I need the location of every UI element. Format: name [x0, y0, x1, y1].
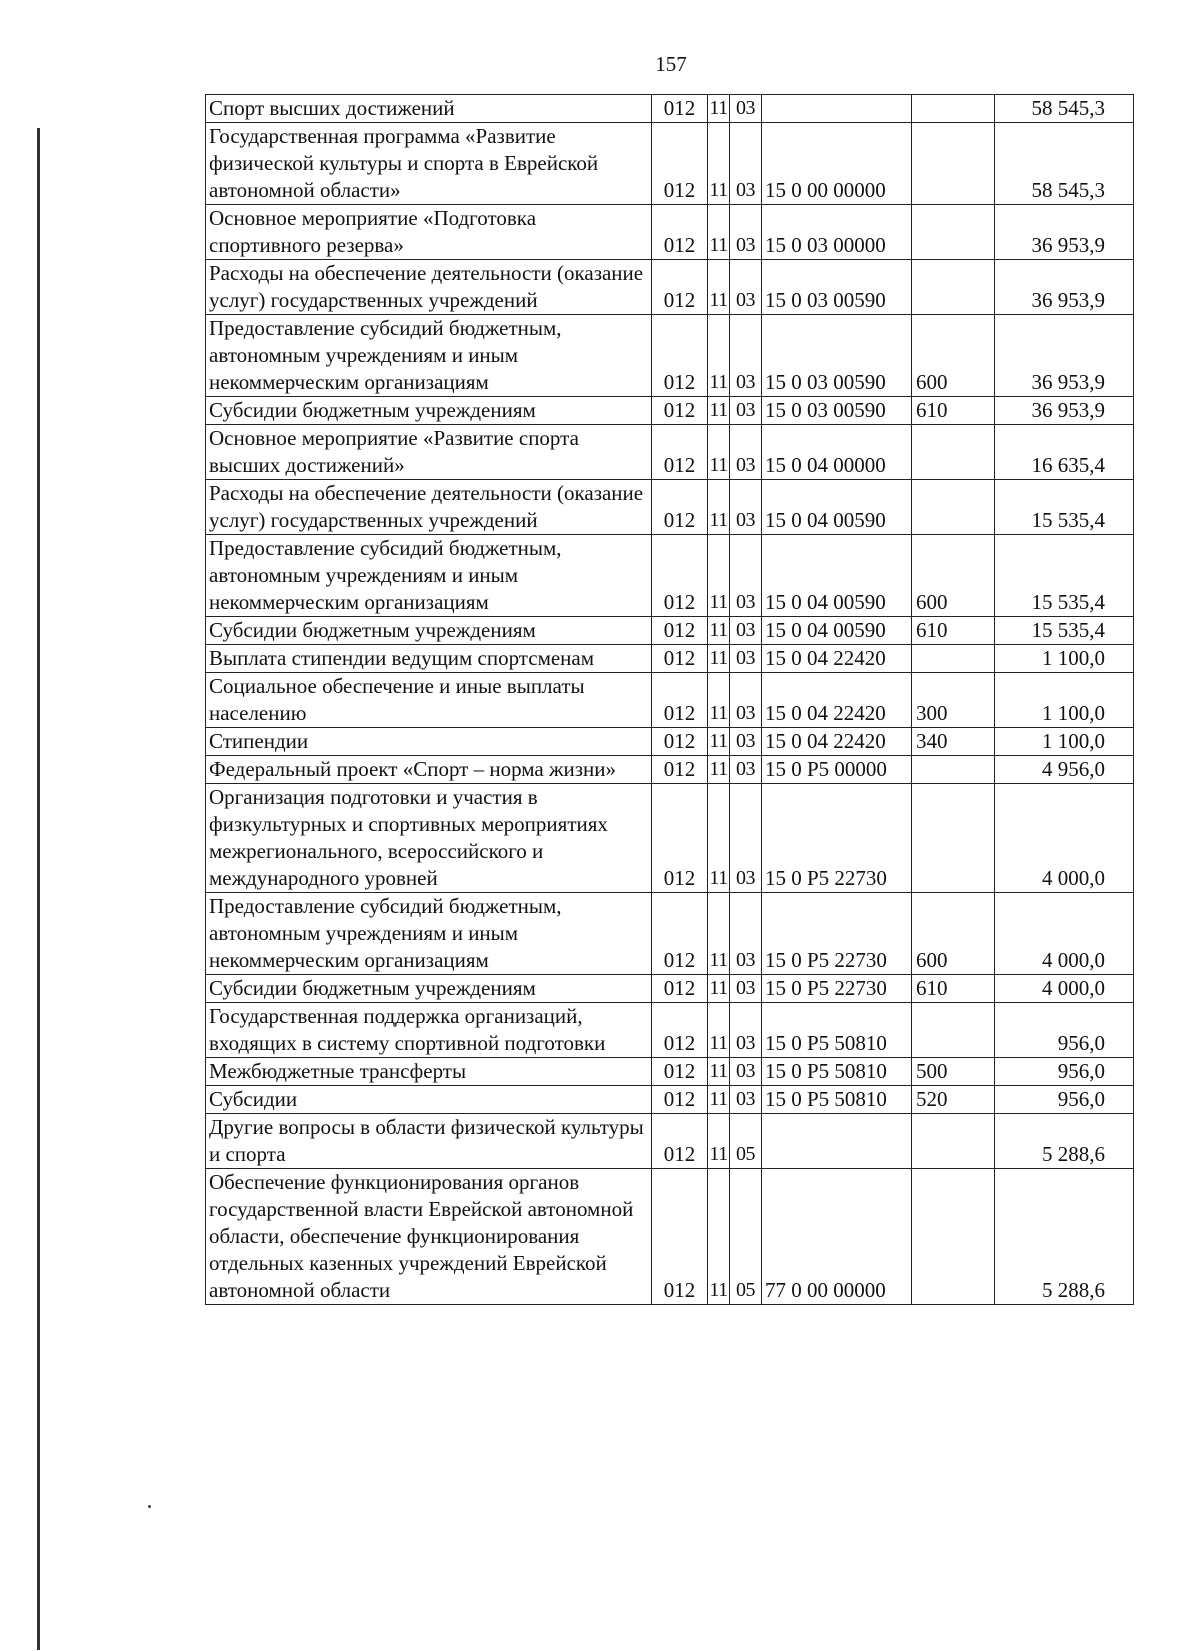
expense-type-cell [912, 205, 995, 260]
row-name-cell: Субсидии [206, 1086, 652, 1114]
section-code-cell: 11 [708, 645, 730, 673]
section-code-cell: 11 [708, 123, 730, 205]
admin-code-cell: 012 [652, 1114, 708, 1169]
margin-line [37, 128, 40, 1650]
row-name-cell: Субсидии бюджетным учреждениям [206, 975, 652, 1003]
target-article-cell: 15 0 Р5 00000 [762, 756, 912, 784]
admin-code-cell: 012 [652, 673, 708, 728]
expense-type-cell: 610 [912, 617, 995, 645]
subsection-code-cell: 05 [730, 1114, 762, 1169]
table-row [206, 673, 1134, 728]
target-article-cell: 15 0 03 00000 [762, 205, 912, 260]
amount-cell: 16 635,4 [995, 425, 1134, 480]
row-name-cell: Субсидии бюджетным учреждениям [206, 397, 652, 425]
admin-code-cell: 012 [652, 1058, 708, 1086]
amount-cell: 36 953,9 [995, 397, 1134, 425]
expense-type-cell [912, 645, 995, 673]
expense-type-cell [912, 480, 995, 535]
table-row [206, 893, 1134, 975]
row-name-cell: Государственная поддержка организаций, входящих в систему спортивной подготовки [206, 1003, 652, 1058]
target-article-cell: 15 0 Р5 50810 [762, 1086, 912, 1114]
expense-type-cell [912, 784, 995, 893]
subsection-code-cell: 03 [730, 975, 762, 1003]
subsection-code-cell: 03 [730, 728, 762, 756]
amount-cell: 15 535,4 [995, 617, 1134, 645]
subsection-code-cell: 03 [730, 425, 762, 480]
row-name-cell: Социальное обеспечение и иные выплаты населению [206, 673, 652, 728]
row-name-cell: Государственная программа «Развитие физической культуры и спорта в Еврейской автономной области» [206, 123, 652, 205]
subsection-code-cell: 05 [730, 1169, 762, 1305]
admin-code-cell: 012 [652, 123, 708, 205]
section-code-cell: 11 [708, 315, 730, 397]
table-row [206, 480, 1134, 535]
table-row [206, 1114, 1134, 1169]
expense-type-cell [912, 756, 995, 784]
admin-code-cell: 012 [652, 617, 708, 645]
row-name-cell: Субсидии бюджетным учреждениям [206, 617, 652, 645]
row-name-cell: Расходы на обеспечение деятельности (оказание услуг) государственных учреждений [206, 480, 652, 535]
target-article-cell: 77 0 00 00000 [762, 1169, 912, 1305]
admin-code-cell: 012 [652, 975, 708, 1003]
admin-code-cell: 012 [652, 205, 708, 260]
expense-type-cell [912, 1169, 995, 1305]
amount-cell: 36 953,9 [995, 260, 1134, 315]
amount-cell: 956,0 [995, 1003, 1134, 1058]
expense-type-cell: 600 [912, 893, 995, 975]
admin-code-cell: 012 [652, 315, 708, 397]
section-code-cell: 11 [708, 480, 730, 535]
target-article-cell: 15 0 00 00000 [762, 123, 912, 205]
section-code-cell: 11 [708, 425, 730, 480]
target-article-cell: 15 0 Р5 22730 [762, 975, 912, 1003]
subsection-code-cell: 03 [730, 95, 762, 123]
table-row [206, 260, 1134, 315]
row-name-cell: Основное мероприятие «Подготовка спортивного резерва» [206, 205, 652, 260]
expense-type-cell: 300 [912, 673, 995, 728]
subsection-code-cell: 03 [730, 1003, 762, 1058]
row-name-cell: Межбюджетные трансферты [206, 1058, 652, 1086]
admin-code-cell: 012 [652, 893, 708, 975]
admin-code-cell: 012 [652, 480, 708, 535]
target-article-cell: 15 0 Р5 50810 [762, 1003, 912, 1058]
table-row [206, 1003, 1134, 1058]
amount-cell: 4 000,0 [995, 975, 1134, 1003]
section-code-cell: 11 [708, 673, 730, 728]
section-code-cell: 11 [708, 1169, 730, 1305]
admin-code-cell: 012 [652, 397, 708, 425]
admin-code-cell: 012 [652, 645, 708, 673]
target-article-cell: 15 0 04 00590 [762, 480, 912, 535]
section-code-cell: 11 [708, 617, 730, 645]
amount-cell: 36 953,9 [995, 205, 1134, 260]
section-code-cell: 11 [708, 260, 730, 315]
table-row [206, 1058, 1134, 1086]
section-code-cell: 11 [708, 397, 730, 425]
section-code-cell: 11 [708, 1114, 730, 1169]
expense-type-cell: 600 [912, 315, 995, 397]
table-row [206, 645, 1134, 673]
section-code-cell: 11 [708, 728, 730, 756]
table-row [206, 975, 1134, 1003]
expense-type-cell: 340 [912, 728, 995, 756]
section-code-cell: 11 [708, 784, 730, 893]
budget-table-body [206, 95, 1134, 1305]
expense-type-cell: 610 [912, 975, 995, 1003]
table-row [206, 205, 1134, 260]
amount-cell: 58 545,3 [995, 123, 1134, 205]
target-article-cell: 15 0 Р5 22730 [762, 893, 912, 975]
subsection-code-cell: 03 [730, 123, 762, 205]
admin-code-cell: 012 [652, 425, 708, 480]
section-code-cell: 11 [708, 1058, 730, 1086]
expense-type-cell [912, 425, 995, 480]
admin-code-cell: 012 [652, 756, 708, 784]
amount-cell: 15 535,4 [995, 480, 1134, 535]
section-code-cell: 11 [708, 1086, 730, 1114]
admin-code-cell: 012 [652, 1003, 708, 1058]
subsection-code-cell: 03 [730, 260, 762, 315]
admin-code-cell: 012 [652, 1086, 708, 1114]
target-article-cell: 15 0 04 00590 [762, 617, 912, 645]
row-name-cell: Предоставление субсидий бюджетным, автономным учреждениям и иным некоммерческим организациям [206, 315, 652, 397]
subsection-code-cell: 03 [730, 756, 762, 784]
table-row [206, 535, 1134, 617]
section-code-cell: 11 [708, 893, 730, 975]
table-row [206, 728, 1134, 756]
expense-type-cell: 600 [912, 535, 995, 617]
amount-cell: 4 000,0 [995, 784, 1134, 893]
target-article-cell: 15 0 04 00590 [762, 535, 912, 617]
expense-type-cell [912, 1003, 995, 1058]
admin-code-cell: 012 [652, 535, 708, 617]
row-name-cell: Предоставление субсидий бюджетным, автономным учреждениям и иным некоммерческим организациям [206, 535, 652, 617]
table-row [206, 95, 1134, 123]
subsection-code-cell: 03 [730, 645, 762, 673]
target-article-cell: 15 0 03 00590 [762, 260, 912, 315]
section-code-cell: 11 [708, 205, 730, 260]
expense-type-cell: 610 [912, 397, 995, 425]
amount-cell: 956,0 [995, 1058, 1134, 1086]
row-name-cell: Стипендии [206, 728, 652, 756]
target-article-cell: 15 0 04 22420 [762, 728, 912, 756]
subsection-code-cell: 03 [730, 397, 762, 425]
target-article-cell [762, 1114, 912, 1169]
admin-code-cell: 012 [652, 728, 708, 756]
amount-cell: 5 288,6 [995, 1114, 1134, 1169]
scan-speck [148, 1505, 151, 1508]
amount-cell: 956,0 [995, 1086, 1134, 1114]
amount-cell: 1 100,0 [995, 728, 1134, 756]
table-row [206, 756, 1134, 784]
amount-cell: 4 000,0 [995, 893, 1134, 975]
amount-cell: 58 545,3 [995, 95, 1134, 123]
amount-cell: 4 956,0 [995, 756, 1134, 784]
target-article-cell: 15 0 03 00590 [762, 315, 912, 397]
section-code-cell: 11 [708, 95, 730, 123]
subsection-code-cell: 03 [730, 784, 762, 893]
subsection-code-cell: 03 [730, 1058, 762, 1086]
expense-type-cell [912, 1114, 995, 1169]
row-name-cell: Основное мероприятие «Развитие спорта высших достижений» [206, 425, 652, 480]
target-article-cell: 15 0 04 00000 [762, 425, 912, 480]
section-code-cell: 11 [708, 975, 730, 1003]
expense-type-cell [912, 260, 995, 315]
page-number: 157 [655, 52, 687, 76]
row-name-cell: Обеспечение функционирования органов государственной власти Еврейской автономной области, обеспечение функционирования отдельных казенных учреждений Еврейской автономной области [206, 1169, 652, 1305]
row-name-cell: Федеральный проект «Спорт – норма жизни» [206, 756, 652, 784]
amount-cell: 1 100,0 [995, 673, 1134, 728]
table-row [206, 315, 1134, 397]
table-row [206, 784, 1134, 893]
target-article-cell: 15 0 04 22420 [762, 673, 912, 728]
amount-cell: 15 535,4 [995, 535, 1134, 617]
target-article-cell: 15 0 03 00590 [762, 397, 912, 425]
table-row [206, 1169, 1134, 1305]
subsection-code-cell: 03 [730, 1086, 762, 1114]
table-row [206, 1086, 1134, 1114]
expense-type-cell: 500 [912, 1058, 995, 1086]
row-name-cell: Расходы на обеспечение деятельности (оказание услуг) государственных учреждений [206, 260, 652, 315]
section-code-cell: 11 [708, 535, 730, 617]
admin-code-cell: 012 [652, 784, 708, 893]
target-article-cell: 15 0 Р5 22730 [762, 784, 912, 893]
amount-cell: 5 288,6 [995, 1169, 1134, 1305]
target-article-cell: 15 0 Р5 50810 [762, 1058, 912, 1086]
row-name-cell: Выплата стипендии ведущим спортсменам [206, 645, 652, 673]
row-name-cell: Организация подготовки и участия в физкультурных и спортивных мероприятиях межрегионального, всероссийского и международного уровней [206, 784, 652, 893]
amount-cell: 1 100,0 [995, 645, 1134, 673]
expense-type-cell [912, 123, 995, 205]
section-code-cell: 11 [708, 1003, 730, 1058]
subsection-code-cell: 03 [730, 617, 762, 645]
table-row [206, 425, 1134, 480]
subsection-code-cell: 03 [730, 480, 762, 535]
admin-code-cell: 012 [652, 95, 708, 123]
subsection-code-cell: 03 [730, 535, 762, 617]
amount-cell: 36 953,9 [995, 315, 1134, 397]
table-row [206, 617, 1134, 645]
subsection-code-cell: 03 [730, 893, 762, 975]
row-name-cell: Предоставление субсидий бюджетным, автономным учреждениям и иным некоммерческим организациям [206, 893, 652, 975]
subsection-code-cell: 03 [730, 673, 762, 728]
row-name-cell: Спорт высших достижений [206, 95, 652, 123]
expense-type-cell [912, 95, 995, 123]
section-code-cell: 11 [708, 756, 730, 784]
target-article-cell [762, 95, 912, 123]
admin-code-cell: 012 [652, 1169, 708, 1305]
row-name-cell: Другие вопросы в области физической культуры и спорта [206, 1114, 652, 1169]
target-article-cell: 15 0 04 22420 [762, 645, 912, 673]
table-row [206, 123, 1134, 205]
budget-table [205, 94, 1134, 1305]
table-row [206, 397, 1134, 425]
admin-code-cell: 012 [652, 260, 708, 315]
subsection-code-cell: 03 [730, 205, 762, 260]
subsection-code-cell: 03 [730, 315, 762, 397]
expense-type-cell: 520 [912, 1086, 995, 1114]
